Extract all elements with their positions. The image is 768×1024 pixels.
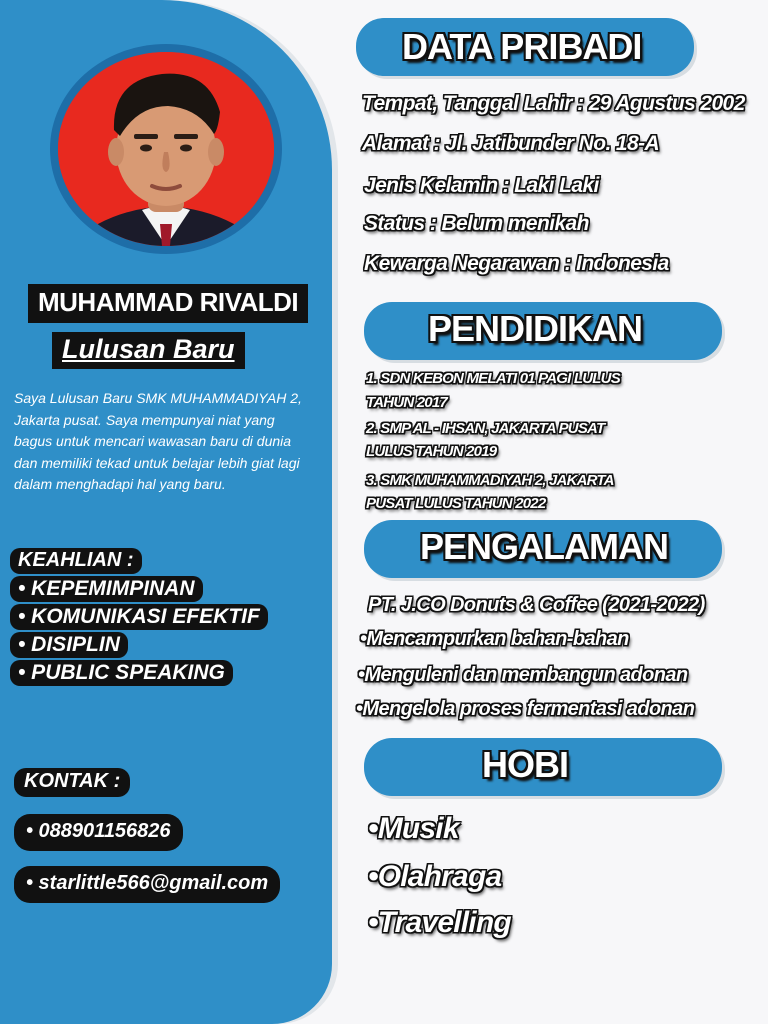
skill-item: • DISIPLIN	[10, 632, 128, 658]
contact-title: KONTAK :	[14, 768, 130, 797]
experience-duty: •Menguleni dan membangun adonan	[358, 664, 688, 686]
skill-item: • PUBLIC SPEAKING	[10, 660, 233, 686]
profile-photo	[58, 52, 274, 246]
personal-data-title: DATA PRIBADI	[402, 26, 642, 67]
personal-birth: Tempat, Tanggal Lahir : 29 Agustus 2002	[362, 92, 745, 115]
contact-email: • starlittle566@gmail.com	[14, 866, 280, 903]
profile-name: MUHAMMAD RIVALDI	[28, 284, 308, 323]
education-line: PUSAT LULUS TAHUN 2022	[366, 495, 546, 512]
education-title: PENDIDIKAN	[428, 308, 643, 349]
experience-duty: •Mencampurkan bahan-bahan	[360, 628, 629, 650]
skills-section	[10, 548, 268, 686]
hobby-item: •Olahraga	[368, 860, 502, 893]
personal-address: Alamat : Jl. Jatibunder No. 18-A	[362, 132, 660, 155]
skills-title: KEAHLIAN :	[10, 548, 142, 574]
personal-nationality: Kewarga Negarawan : Indonesia	[364, 252, 669, 275]
hobbies-title: HOBI	[482, 744, 568, 785]
contact-phone: • 088901156826	[14, 814, 183, 851]
personal-gender: Jenis Kelamin : Laki Laki	[364, 174, 599, 197]
experience-title: PENGALAMAN	[420, 526, 668, 567]
profile-role: Lulusan Baru	[52, 332, 245, 369]
hobby-item: •Musik	[368, 812, 459, 845]
experience-duty: •Mengelola proses fermentasi adonan	[356, 698, 695, 720]
profile-summary: Saya Lulusan Baru SMK MUHAMMADIYAH 2, Jakarta pusat. Saya mempunyai niat yang bagus untuk mencari wawasan baru di dunia dan memiliki tekad untuk belajar lebih giat lagi dalam menghadapi hal yang baru.	[14, 390, 302, 492]
skill-item: • KEPEMIMPINAN	[10, 576, 203, 602]
experience-company: PT. J.CO Donuts & Coffee (2021-2022)	[368, 594, 705, 616]
education-line: LULUS TAHUN 2019	[366, 443, 497, 460]
education-line: 3. SMK MUHAMMADIYAH 2, JAKARTA	[366, 472, 614, 489]
education-line: TAHUN 2017	[366, 394, 447, 411]
skill-item: • KOMUNIKASI EFEKTIF	[10, 604, 268, 630]
portrait-illustration	[58, 52, 274, 246]
education-line: 2. SMP AL - IHSAN, JAKARTA PUSAT	[366, 420, 605, 437]
personal-status: Status : Belum menikah	[364, 212, 589, 235]
hobby-item: •Travelling	[368, 906, 511, 939]
education-line: 1. SDN KEBON MELATI 01 PAGI LULUS	[366, 370, 620, 387]
